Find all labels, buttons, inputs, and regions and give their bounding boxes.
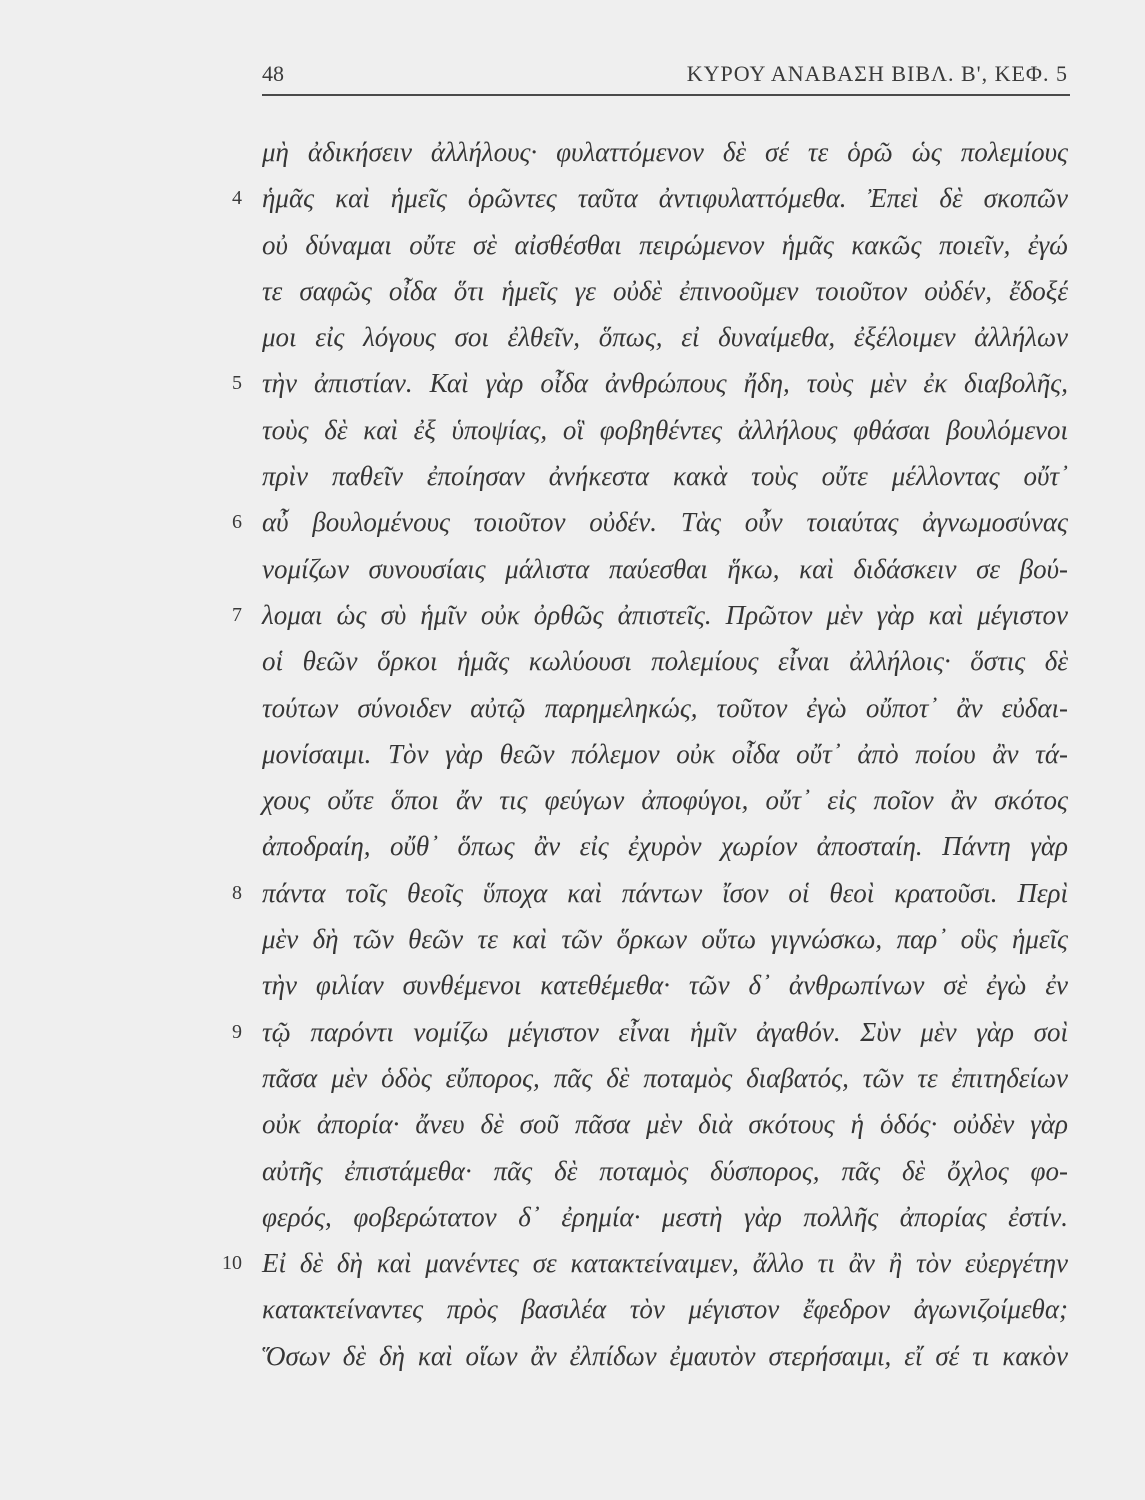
text-line xyxy=(262,1148,1068,1194)
text-line xyxy=(232,592,1068,638)
line-text: Ὅσων δὲ δὴ καὶ οἵων ἂν ἐλπίδων ἐμαυτὸν στερήσαιμι, εἴ σέ τι κακὸν xyxy=(262,1340,1068,1371)
text-line xyxy=(262,731,1068,777)
text-line xyxy=(262,685,1068,731)
line-text: πρὶν παθεῖν ἐποίησαν ἀνήκεστα κακὰ τοὺς οὔτε μέλλοντας οὔτ᾽ xyxy=(262,461,1068,492)
running-title: ΚΥΡΟΥ ΑΝΑΒΑΣΗ ΒΙΒΛ. Β', ΚΕΦ. 5 xyxy=(686,61,1068,86)
body-text xyxy=(222,129,1068,1379)
line-text: κατακτείναντες πρὸς βασιλέα τὸν μέγιστον ἔφεδρον ἀγωνιζοίμεθα; xyxy=(262,1294,1068,1325)
text-line xyxy=(262,1055,1068,1101)
section-number: 9 xyxy=(232,1020,242,1043)
text-line xyxy=(262,1286,1068,1332)
line-text: τοὺς δὲ καὶ ἐξ ὑποψίας, οἳ φοβηθέντες ἀλλήλους φθάσαι βουλόμενοι xyxy=(262,414,1068,445)
text-line xyxy=(232,870,1068,916)
line-text: χους οὔτε ὅποι ἄν τις φεύγων ἀποφύγοι, οὔτ᾽ εἰς ποῖον ἂν σκότος xyxy=(262,785,1068,816)
line-text: αὖ βουλομένους τοιοῦτον οὐδέν. Τὰς οὖν τοιαύτας ἀγνωμοσύνας xyxy=(262,507,1068,538)
line-text: οἱ θεῶν ὅρκοι ἡμᾶς κωλύουσι πολεμίους εἶναι ἀλλήλοις· ὅστις δὲ xyxy=(262,646,1068,677)
line-text: μονίσαιμι. Τὸν γὰρ θεῶν πόλεμον οὐκ οἶδα οὔτ᾽ ἀπὸ ποίου ἂν τά- xyxy=(262,738,1068,769)
text-line xyxy=(262,268,1068,314)
text-line xyxy=(262,314,1068,360)
line-text: μὲν δὴ τῶν θεῶν τε καὶ τῶν ὅρκων οὕτω γιγνώσκω, παρ᾽ οὓς ἡμεῖς xyxy=(262,924,1068,955)
text-line xyxy=(262,777,1068,823)
line-text: φερός, φοβερώτατον δ᾽ ἐρημία· μεστὴ γὰρ πολλῆς ἀπορίας ἐστίν. xyxy=(262,1201,1068,1232)
line-text: οὐ δύναμαι οὔτε σὲ αἰσθέσθαι πειρώμενον ἡμᾶς κακῶς ποιεῖν, ἐγώ xyxy=(262,229,1068,260)
line-text: τὴν ἀπιστίαν. Καὶ γὰρ οἶδα ἀνθρώπους ἤδη, τοὺς μὲν ἐκ διαβολῆς, xyxy=(262,368,1068,399)
text-line xyxy=(262,823,1068,869)
text-line xyxy=(262,916,1068,962)
header-rule xyxy=(262,94,1070,96)
section-number: 6 xyxy=(232,511,242,534)
line-text: τὴν φιλίαν συνθέμενοι κατεθέμεθα· τῶν δ᾽ ἀνθρωπίνων σὲ ἐγὼ ἐν xyxy=(262,970,1068,1001)
line-text: ἡμᾶς καὶ ἡμεῖς ὁρῶντες ταῦτα ἀντιφυλαττόμεθα. Ἐπεὶ δὲ σκοπῶν xyxy=(262,183,1068,214)
text-line xyxy=(262,962,1068,1008)
section-number: 10 xyxy=(222,1252,242,1275)
line-text: λομαι ὡς σὺ ἡμῖν οὐκ ὀρθῶς ἀπιστεῖς. Πρῶτον μὲν γὰρ καὶ μέγιστον xyxy=(262,599,1068,630)
line-text: οὐκ ἀπορία· ἄνευ δὲ σοῦ πᾶσα μὲν διὰ σκότους ἡ ὁδός· οὐδὲν γὰρ xyxy=(262,1109,1068,1140)
page-number: 48 xyxy=(262,61,284,86)
text-line xyxy=(262,1101,1068,1147)
text-line xyxy=(262,638,1068,684)
line-text: αὐτῆς ἐπιστάμεθα· πᾶς δὲ ποταμὸς δύσπορος, πᾶς δὲ ὄχλος φο- xyxy=(262,1155,1068,1186)
text-line xyxy=(232,360,1068,406)
text-line xyxy=(262,129,1068,175)
line-text: τούτων σύνοιδεν αὐτῷ παρημεληκώς, τοῦτον ἐγὼ οὔποτ᾽ ἂν εὐδαι- xyxy=(262,692,1068,723)
line-text: νομίζων συνουσίαις μάλιστα παύεσθαι ἥκω, καὶ διδάσκειν σε βού- xyxy=(262,553,1068,584)
section-number: 7 xyxy=(232,603,242,626)
line-text: Εἰ δὲ δὴ καὶ μανέντες σε κατακτείναιμεν, ἄλλο τι ἂν ἢ τὸν εὐεργέτην xyxy=(262,1248,1068,1279)
text-line xyxy=(232,1009,1068,1055)
line-text: τῷ παρόντι νομίζω μέγιστον εἶναι ἡμῖν ἀγαθόν. Σὺν μὲν γὰρ σοὶ xyxy=(262,1016,1068,1047)
line-text: πάντα τοῖς θεοῖς ὕποχα καὶ πάντων ἴσον οἱ θεοὶ κρατοῦσι. Περὶ xyxy=(262,877,1068,908)
line-text: ἀποδραίη, οὔθ᾽ ὅπως ἂν εἰς ἐχυρὸν χωρίον ἀποσταίη. Πάντη γὰρ xyxy=(262,831,1068,862)
text-line xyxy=(262,1194,1068,1240)
section-number: 5 xyxy=(232,372,242,395)
text-line xyxy=(262,453,1068,499)
text-line xyxy=(222,1240,1068,1286)
line-text: μὴ ἀδικήσειν ἀλλήλους· φυλαττόμενον δὲ σέ τε ὁρῶ ὡς πολεμίους xyxy=(262,137,1068,167)
text-line xyxy=(262,546,1068,592)
section-number: 8 xyxy=(232,881,242,904)
text-line xyxy=(262,1333,1068,1379)
section-number: 4 xyxy=(232,187,242,210)
line-text: πᾶσα μὲν ὁδὸς εὔπορος, πᾶς δὲ ποταμὸς διαβατός, τῶν τε ἐπιτηδείων xyxy=(262,1062,1068,1093)
line-text: μοι εἰς λόγους σοι ἐλθεῖν, ὅπως, εἰ δυναίμεθα, ἐξέλοιμεν ἀλλήλων xyxy=(262,322,1068,353)
text-line xyxy=(262,407,1068,453)
text-line xyxy=(232,175,1068,221)
line-text: τε σαφῶς οἶδα ὅτι ἡμεῖς γε οὐδὲ ἐπινοοῦμεν τοιοῦτον οὐδέν, ἔδοξέ xyxy=(262,275,1068,306)
text-line xyxy=(262,222,1068,268)
text-line xyxy=(232,499,1068,545)
